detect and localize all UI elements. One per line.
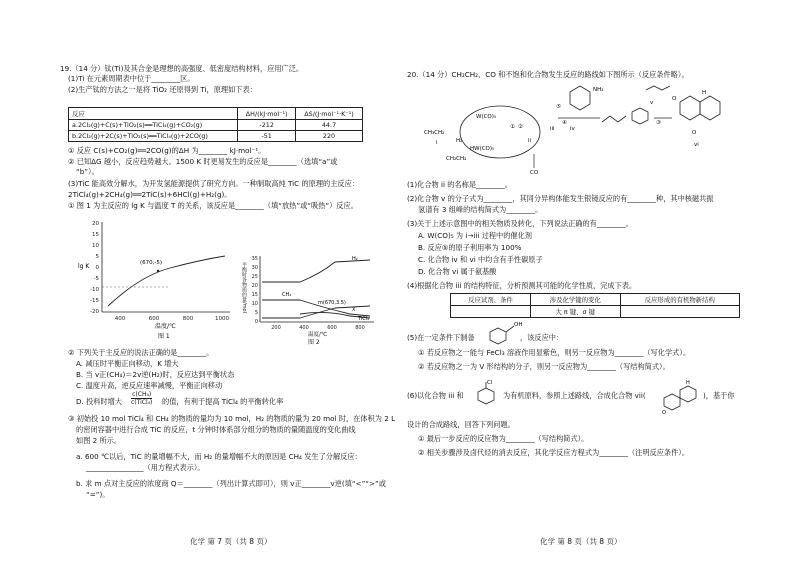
fraction-denominator: c(TiCl₄) [131,399,153,406]
q20-property-table [450,293,740,318]
fig2-ch4-label: CH₄ [282,292,292,298]
table-row [69,131,363,142]
step5-label: ⑤ [556,104,561,110]
q20-p6c: )，基于你 [703,391,735,400]
step2-label: ② [518,124,523,130]
q19-l12: ③ 初始投 10 mol TiCl₄ 和 CH₄ 的物质的量均为 10 mol，H₂ 的物质的量为 20 mol 时，在体积为 2 L [68,414,396,423]
q19-l3: “b”）。 [76,167,99,176]
nh-label: H [702,90,707,96]
q20-p6b: 为有机原料，参照上述路线，合成化合物 vii( [503,391,646,400]
footer-left: 化学 第 7 页（共 8 页） [190,537,272,546]
table-header: ΔS/(J·mol⁻¹·K⁻¹) [296,108,363,120]
step4-label: ④ [562,120,567,126]
compound-vi-label: vi [694,142,699,148]
o-label-vii: O [662,410,666,414]
tick-label: 400 [299,325,309,331]
figure-1 [70,216,240,340]
q20-p6-1: ① 最后一步反应的反应物为________（写结构简式）。 [418,434,589,443]
table-cell: -212 [238,120,296,131]
table-cell [620,306,739,318]
q19-l8: A. 减压时平衡正向移动，K 增大 [76,359,179,368]
tick-label: 400 [114,316,126,322]
q19-l9: B. 当 v正(CH₄)＝2v逆(H₂)时，反应达到平衡状态 [76,370,235,379]
tick-label: 5 [254,310,258,316]
fig1-ylabel: lg K [78,263,90,270]
tick-label: 800 [182,316,194,322]
tick-label: 800 [355,325,365,331]
figure-2 [240,252,380,340]
table-header: 涉及化学键的变化 [530,294,620,306]
step1-label: ① [510,124,515,130]
q20-p1: (1)化合物 ii 的名称是________。 [407,180,512,189]
hw-co5-label: HW(CO)₅ [470,146,495,152]
compound-i-label: i [436,140,438,146]
fig2-x-label: X [352,307,356,313]
compound-vii-structure [660,378,700,414]
tick-label: 600 [148,316,160,322]
tick-label: 20 [92,221,99,227]
tick-label: 200 [271,325,281,331]
q20-p2b: 氢谱有 3 组峰的结构简式为________。 [418,205,543,214]
fig2-h2-label: H₂ [352,256,358,262]
table-header: 反应 [69,108,238,120]
q19-l1: ① 反应 C(s)+CO₂(g)══2CO(g)的ΔH 为________ kJ·mol⁻¹。 [68,146,266,155]
tick-label: 600 [327,325,337,331]
question-19 [60,64,385,95]
fig1-caption: 图 1 [158,333,170,340]
cl-label: Cl [487,380,493,386]
q20-p3c: C. 化合物 iv 和 vi 中均含有手性碳原子 [418,255,543,264]
q20-p4: (4)根据化合物 iii 的结构特征，分析预测其可能的化学性质，完成下表。 [407,281,637,290]
nh-label-vii: H [686,380,690,386]
q20-p5-2: ② 若反应物之一为 V 形结构的分子，则另一反应物为________（写结构简式）。 [418,362,670,371]
oh-label: OH [514,322,523,328]
reaction-scheme [410,82,745,180]
table-row [451,306,740,318]
tick-label: 30 [251,265,258,271]
table-header: ΔH/(kJ·mol⁻¹) [238,108,296,120]
fig2-xlabel: 温度/℃ [308,332,328,338]
q19-l18: “=”)。 [86,490,110,499]
q20-p6d: 设计的合成路线，回答下列问题。 [407,420,515,429]
q19-l16: ________________（用方程式表示）。 [86,463,205,472]
h2-label: H₂ [456,138,463,144]
fig2-ylabel: 平衡时各物质的量/mol [241,262,247,314]
fig2-point-label: m(670,3.5) [318,300,346,306]
compound-iv-label: iv [570,126,575,132]
tick-label: 1000 [215,316,229,322]
q20-p3d: D. 化合物 vi 属于氨基酸 [418,267,497,276]
tick-label: 25 [251,274,258,280]
fraction [131,391,152,406]
q19-l17: b. 求 m 点对主反应的浓度商 Q＝________（列出计算式即可），则 v正________v逆(填“<”“>”或 [76,479,386,488]
q19-l13: 的密闭容器中进行合成 TiC 的反应，t 分钟时体系部分组分的物质的量随温度的变化曲线 [76,425,356,434]
tick-label: -5 [93,276,99,282]
table-row [69,120,363,131]
co-label: CO [530,170,539,176]
q20-title: 20.（14 分）CH₂CH₂、CO 和不饱和化合物发生反应的路线如下图所示（反应条件略）。 [407,70,689,79]
q19-l11b: 的值，有利于提高 TiCl₄ 的平衡转化率 [162,397,284,406]
tick-label: 10 [92,243,99,249]
q19-title: 19.（14 分）钛(Ti)及其合金是理想的高强度、低密度结构材料，应用广泛。 [60,64,304,73]
q19-l6: ① 图 1 为主反应的 lg K 与温度 T 的关系，该反应是________（填“放热”或“吸热”）反应。 [68,201,358,210]
q19-l10: C. 温度升高，逆反应速率减慢，平衡正向移动 [76,381,223,390]
ch3ch2-label: CH₃CH₂ [424,130,445,136]
tick-label: 10 [251,301,258,307]
table-header: 反应试剂、条件 [451,294,531,306]
q20-p5-1: ① 若反应物之一能与 FeCl₃ 溶液作用显紫色，则另一反应物为________（写化学式）。 [418,348,691,357]
w-co5-label: W(CO)₅ [476,114,497,120]
fig2-ticl4-label: TiCl₄ [358,316,370,322]
q20-p5b: ，该反应中： [520,333,564,342]
q19-reaction-table [68,107,363,142]
tick-label: 5 [95,254,99,260]
o-label: O [672,96,677,102]
q20-p3a: A. W(CO)₅ 为 i→iii 过程中的催化剂 [418,231,532,240]
tick-label: 35 [251,256,258,262]
table-cell: a.2Cl₂(g)+C(s)+TiO₂(s)══TiCl₄(g)+CO₂(g) [69,120,238,131]
fig1-point-label: (670,-5) [140,260,163,266]
q19-l7: ② 下列关于主反应的说法正确的是________。 [68,348,214,357]
q19-l15: a. 600 ℃以后，TiC 的量增幅不大，而 H₂ 的量增幅不大的原因是 CH₄ 发生了分解反应： [76,452,362,461]
q20-p5: (5)在一定条件下制备 [407,333,475,342]
tick-label: -20 [90,309,99,315]
compound-iii-label: iii [550,126,555,132]
q20-p3: (3)关于上述示意图中的相关物质及转化，下列说法正确的有________。 [407,219,633,228]
fig2-caption: 图 2 [308,339,320,346]
q19-l2: ② 已知ΔG 越小，反应趋势越大。1500 K 时更易发生的反应是________（选填“a”或 [68,157,338,166]
fig1-xlabel: 温度/℃ [155,323,176,330]
compound-ii-label: ii [528,138,532,144]
step3-label: ③ [656,120,661,126]
q19-l5: 2TiCl₄(g)+2CH₄(g)══2TiC(s)+6HCl(g)+H₂(g)。 [68,190,232,199]
nh2-label: NH₂ [593,87,604,93]
fraction-numerator: c(CH₄) [132,391,152,398]
compound-v-label: v [650,100,654,106]
q20-p2: (2)化合物 v 的分子式为________，其同分异构体能发生银镜反应的有________种，其中核磁共振 [407,194,714,203]
q19-l4: (3)TiC 能高效分解水，为开发氢能源提供了研究方向。一种制取高纯 TiC 的原理的主反应： [68,179,359,188]
table-cell: 220 [296,131,363,142]
table-cell: 大 π 键、σ 键 [530,306,620,318]
table-cell [451,306,531,318]
q19-l11: D. 投料时增大 [76,397,123,406]
q20-p3b: B. 反应⑤的原子利用率为 100% [418,243,522,252]
q20-p6: (6)以化合物 iii 和 [407,391,464,400]
tick-label: 15 [251,292,258,298]
ch2ch2-label: CH₂CH₂ [446,156,467,162]
tick-label: 15 [92,232,99,238]
footer-right: 化学 第 8 页（共 8 页） [540,537,622,546]
tick-label: 0 [95,265,99,271]
table-header: 反应形成的有机物新结构 [620,294,739,306]
table-cell: 44.7 [296,120,363,131]
tick-label: -10 [90,287,99,293]
table-cell: -51 [238,131,296,142]
q19-part1: (1)Ti 在元素周期表中位于________区。 [68,74,195,84]
q19-l14: 如图 2 所示。 [76,436,122,445]
q20-p6-2: ② 相关步骤涉及卤代烃的消去反应，其化学反应方程式为________（注明反应条件）。 [418,448,690,457]
tick-label: 0 [254,319,258,325]
chlorocyclohexane-structure [472,378,502,408]
table-cell: b.2Cl₂(g)+2C(s)+TiO₂(s)══TiCl₄(g)+2CO(g) [69,131,238,142]
tick-label: -15 [90,298,99,304]
o-label-vi: O [692,130,697,136]
tick-label: 20 [251,283,258,289]
q19-part2: (2)生产钛的方法之一是将 TiO₂ 还原得到 Ti，原理如下表： [68,84,257,94]
